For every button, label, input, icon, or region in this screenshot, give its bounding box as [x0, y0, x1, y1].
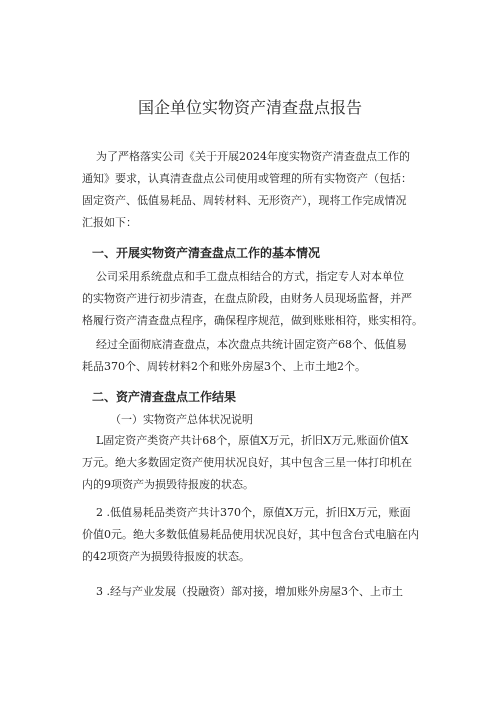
section2-subheading-1: （一）实物资产总体状况说明: [110, 413, 253, 426]
section1-paragraph-1: 公司采用系统盘点和手工盘点相结合的方式，指定专人对本单位 的实物资产进行初步清查，在盘点阶段，由财务人员现场监督，并严 格履行资产清查盘点程序，确保程序规范，做到账账相符，账实相符。: [82, 270, 423, 327]
intro-paragraph: 为了严格落实公司《关于开展2024年度实物资产清查盘点工作的 通知》要求，认真清查盘点公司使用或管理的所有实物资产（包括： 固定资产、低值易耗品、周转材料、无形资产），现将工作完成情况 汇报如下：: [82, 150, 412, 229]
section1-heading: 一、开展实物资产清查盘点工作的基本情况: [92, 246, 321, 260]
section2-item-2: 2 .低值易耗品类资产共计370个，原值X万元，折旧X万元，账面 价值0元。绝大多数低值易耗品使用状况良好，其中包含台式电脑在内 的42项资产为损毁待报废的状态。: [82, 506, 419, 563]
section2-item-1: L固定资产类资产共计68个，原值X万元，折旧X万元,账面价值X 万元。绝大多数固定资产使用状况良好，其中包含三星一体打印机在 内的9项资产为损毁待报废的状态。: [82, 434, 412, 491]
section1-paragraph-2: 经过全面彻底清查盘点，本次盘点共统计固定资产68个、低值易 耗品370个、周转材料2个和账外房屋3个、上市土地2个。: [82, 338, 407, 373]
document-title: 国企单位实物资产清查盘点报告: [137, 98, 362, 117]
section2-item-3: 3 .经与产业发展（投融资）部对接，增加账外房屋3个、上市土: [82, 585, 403, 598]
section2-heading: 二、资产清查盘点工作结果: [92, 390, 237, 404]
